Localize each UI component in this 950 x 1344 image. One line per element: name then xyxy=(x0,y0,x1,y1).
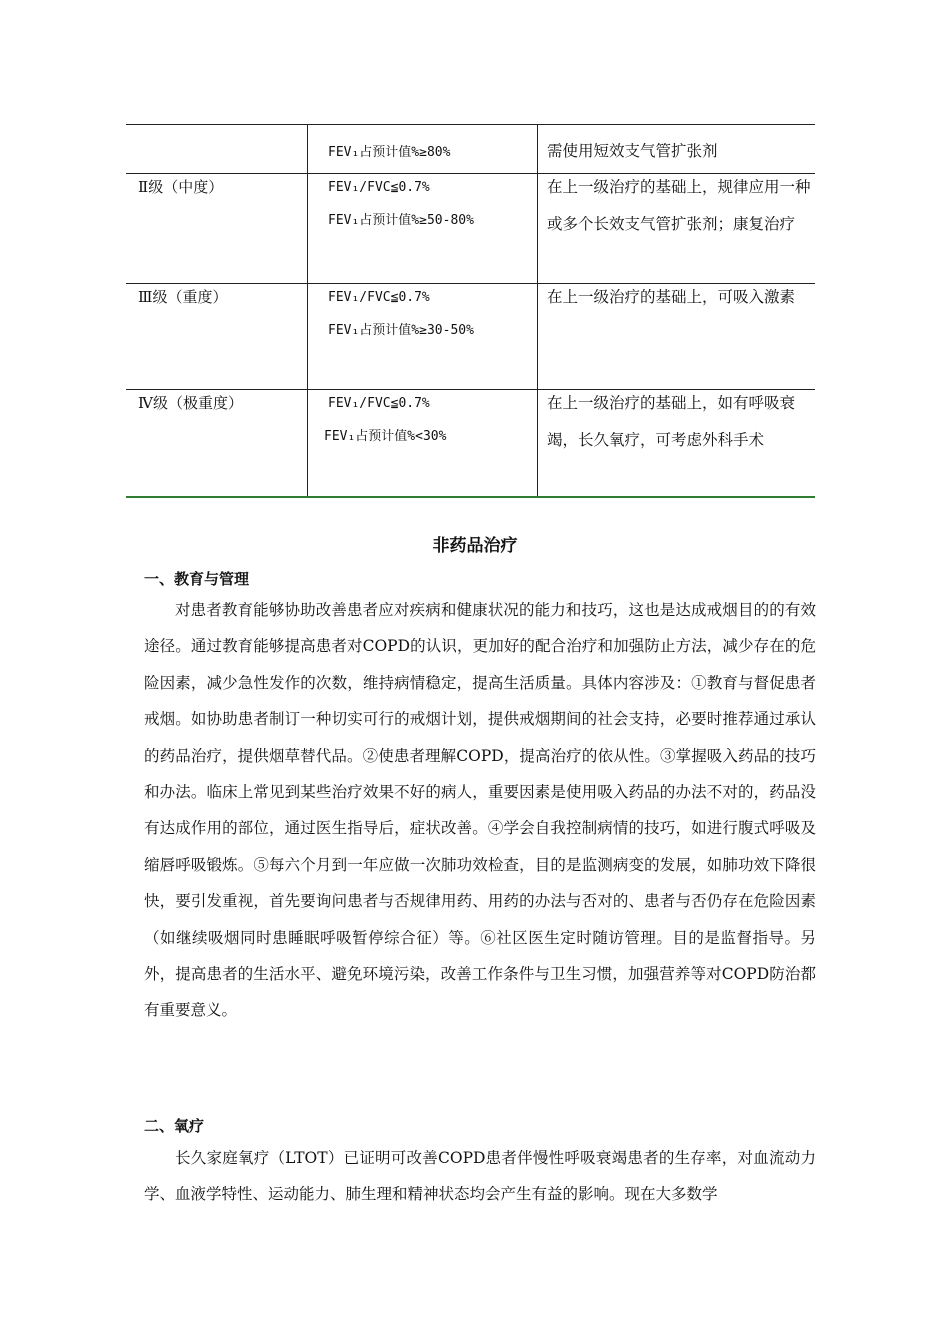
copd-grade-table xyxy=(126,124,815,498)
section-heading-oxygen: 二、氧疗 xyxy=(144,1117,205,1135)
criteria-cell: FEV₁占预计值%≥80% xyxy=(328,145,451,160)
grade-cell: Ⅳ级（极重度） xyxy=(138,394,243,412)
grade-cell: Ⅲ级（重度） xyxy=(138,288,228,306)
section-body-oxygen: 长久家庭氧疗（LTOT）已证明可改善COPD患者伴慢性呼吸衰竭患者的生存率，对血流动力学、血液学特性、运动能力、肺生理和精神状态均会产生有益的影响。现在大多数学 xyxy=(144,1149,816,1204)
criteria-cell: FEV₁占预计值%≥30-50% xyxy=(328,323,474,338)
treatment-cell: 在上一级治疗的基础上，规律应用一种或多个长效支气管扩张剂；康复治疗 xyxy=(547,178,811,233)
treatment-cell: 在上一级治疗的基础上，如有呼吸衰竭，长久氧疗，可考虑外科手术 xyxy=(547,394,796,449)
table-column-divider xyxy=(307,125,308,496)
treatment-cell: 需使用短效支气管扩张剂 xyxy=(547,142,718,160)
criteria-cell: FEV₁占预计值%≥50-80% xyxy=(328,213,474,228)
grade-cell: Ⅱ级（中度） xyxy=(138,178,224,196)
criteria-cell: FEV₁/FVC≦0.7% xyxy=(328,180,430,195)
criteria-cell: FEV₁/FVC≦0.7% xyxy=(328,290,430,305)
section-body-education: 对患者教育能够协助改善患者应对疾病和健康状况的能力和技巧，这也是达成戒烟目的的有效途径。通过教育能够提高患者对COPD的认识，更加好的配合治疗和加强防止方法，减少存在的危险因素，减少急性发作的次数，维持病情稳定，提高生活质量。具体内容涉及：①教育与督促患者戒烟。如协助患者制订一种切实可行的戒烟计划，提供戒烟期间的社会支持，必要时推荐通过承认的药品治疗，提供烟草替代品。②使患者理解COPD，提高治疗的依从性。③掌握吸入药品的技巧和办法。临床上常见到某些治疗效果不好的病人，重要因素是使用吸入药品的办法不对的，药品没有达成作用的部位，通过医生指导后，症状改善。④学会自我控制病情的技巧，如进行腹式呼吸及缩唇呼吸锻炼。⑤每六个月到一年应做一次肺功效检查，目的是监测病变的发展，如肺功效下降很快，要引发重视，首先要询问患者与否规律用药、用药的办法与否对的、患者与否仍存在危险因素（如继续吸烟同时患睡眠呼吸暂停综合征）等。⑥社区医生定时随访管理。目的是监督指导。另外，提高患者的生活水平、避免环境污染，改善工作条件与卫生习惯，加强营养等对COPD防治都有重要意义。 xyxy=(144,601,816,1020)
section-title: 非药品治疗 xyxy=(432,536,518,556)
section-heading-education: 一、教育与管理 xyxy=(144,570,250,588)
criteria-cell: FEV₁占预计值%<30% xyxy=(324,429,447,444)
table-column-divider xyxy=(537,125,538,496)
treatment-cell: 在上一级治疗的基础上，可吸入激素 xyxy=(547,288,796,306)
criteria-cell: FEV₁/FVC≦0.7% xyxy=(328,396,430,411)
